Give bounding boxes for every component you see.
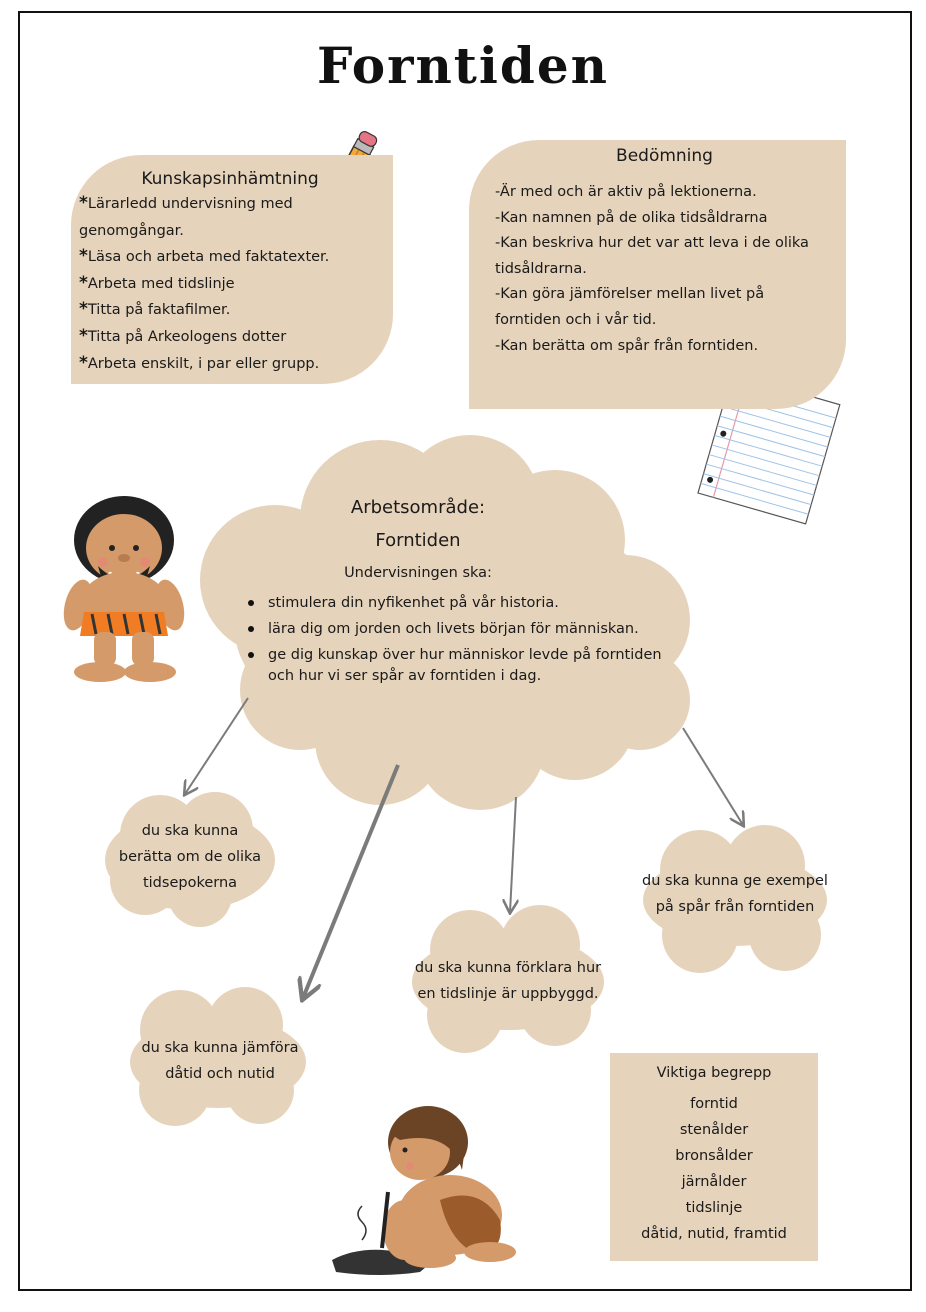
list-item: -Är med och är aktiv på lektionerna. (495, 184, 757, 200)
list-item: lära dig om jorden och livets början för människan. (246, 616, 662, 642)
goal-jamfora: du ska kunna jämföra dåtid och nutid (141, 1040, 299, 1082)
goal-tidslinje: du ska kunna förklara hur en tidslinje är uppbyggd. (414, 960, 602, 1002)
caveman-drawing-icon (332, 1106, 516, 1275)
list-item: forntid (690, 1096, 738, 1112)
bedomning-heading: Bedömning (616, 146, 713, 166)
arbetsomrade-heading: Arbetsområde: (350, 497, 486, 518)
arrow-epoker (185, 698, 248, 794)
arrow-tidslinje (510, 797, 516, 912)
arbetsomrade-sub: Undervisningen ska: (344, 565, 492, 581)
arrow-spar (683, 728, 743, 825)
list-item: -Kan beskriva hur det var att leva i de olika (495, 235, 809, 252)
begrepp-box (610, 1053, 818, 1261)
kunskap-box (71, 155, 393, 384)
list-item: genomgångar. (79, 222, 184, 239)
list-item: järnålder (681, 1174, 747, 1190)
page-title: Forntiden (316, 36, 610, 95)
goal-epoker: du ska kunna berätta om de olika tidsepokerna (118, 823, 262, 891)
begrepp-heading: Viktiga begrepp (656, 1065, 772, 1081)
list-item: *Läsa och arbeta med faktatexter. (79, 246, 330, 267)
list-item: stenålder (679, 1122, 749, 1138)
arbetsomrade-continuation: och hur vi ser spår av forntiden i dag. (268, 668, 542, 684)
list-item: *Titta på Arkeologens dotter (79, 325, 287, 346)
kunskap-list (79, 191, 381, 377)
arrow-jamfora (303, 765, 398, 998)
list-item: ge dig kunskap över hur människor levde på forntiden (246, 642, 662, 668)
list-item: tidsåldrarna. (495, 260, 587, 277)
list-item: dåtid, nutid, framtid (641, 1226, 787, 1242)
list-item: forntiden och i vår tid. (495, 311, 657, 328)
caveman-standing-icon (59, 496, 190, 682)
list-item: -Kan göra jämförelser mellan livet på (495, 286, 765, 303)
list-item: -Kan berätta om spår från forntiden. (495, 337, 759, 354)
kunskap-heading: Kunskapsinhämtning (141, 169, 319, 189)
list-item: tidslinje (685, 1200, 743, 1216)
list-item: bronsålder (675, 1148, 753, 1164)
list-item: *Arbeta med tidslinje (79, 272, 235, 293)
list-item: *Lärarledd undervisning med (79, 193, 293, 213)
list-item: -Kan namnen på de olika tidsåldrarna (495, 209, 768, 226)
arbetsomrade-list (246, 590, 662, 668)
arbetsomrade-subject: Forntiden (375, 530, 461, 551)
goal-spar: du ska kunna ge exempel på spår från forntiden (642, 873, 828, 915)
list-item: stimulera din nyfikenhet på vår historia. (246, 590, 662, 616)
list-item: *Titta på faktafilmer. (79, 299, 231, 320)
bedomning-box (469, 140, 846, 409)
list-item: *Arbeta enskilt, i par eller grupp. (79, 352, 320, 373)
